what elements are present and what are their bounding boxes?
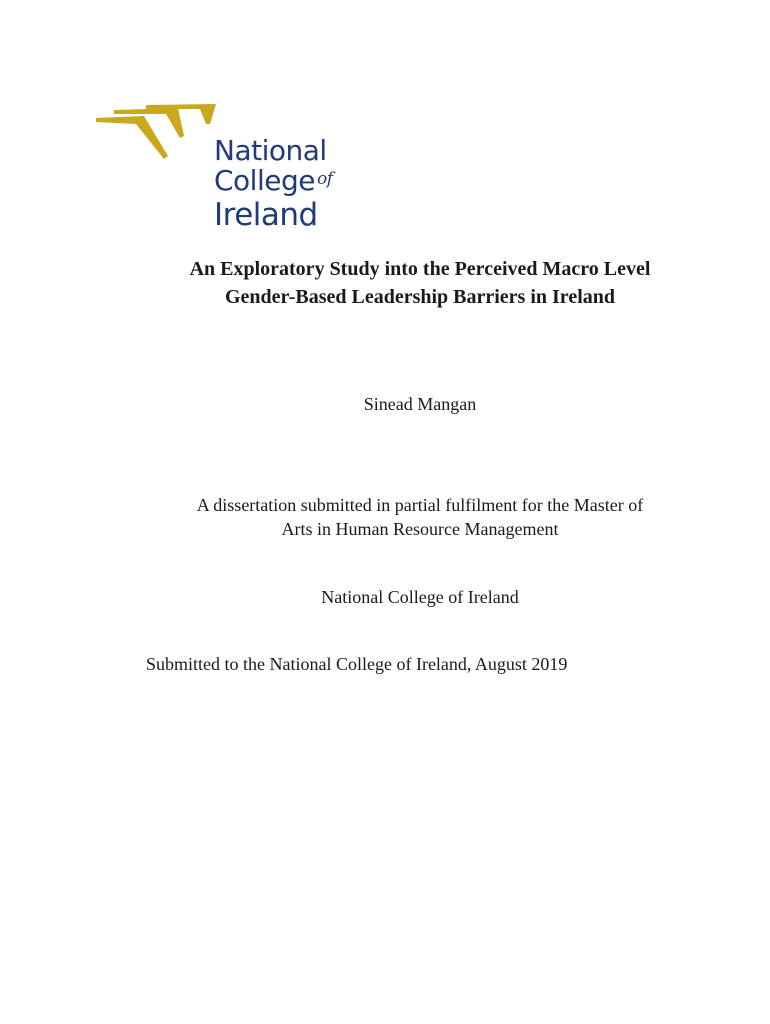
logo-line-national: National <box>214 134 327 167</box>
logo-wordmark <box>214 134 333 233</box>
logo-line-ireland: Ireland <box>214 197 318 233</box>
title-line-2: Gender-Based Leadership Barriers in Ireland <box>225 286 615 308</box>
dissertation-title <box>100 255 740 311</box>
college-logo <box>96 104 366 234</box>
statement-line-2: Arts in Human Resource Management <box>281 519 559 539</box>
statement-line-1: A dissertation submitted in partial fulfilment for the Master of <box>196 495 644 515</box>
title-line-1: An Exploratory Study into the Perceived Macro Level <box>189 258 651 280</box>
submission-date: Submitted to the National College of Ireland, August 2019 <box>146 654 568 674</box>
submission-statement <box>100 493 740 541</box>
author-name: Sinead Mangan <box>363 394 477 414</box>
institution-name: National College of Ireland <box>321 587 519 607</box>
logo-mark-icon <box>96 104 226 174</box>
logo-of: of <box>316 169 333 189</box>
logo-line-college: College <box>214 164 315 197</box>
